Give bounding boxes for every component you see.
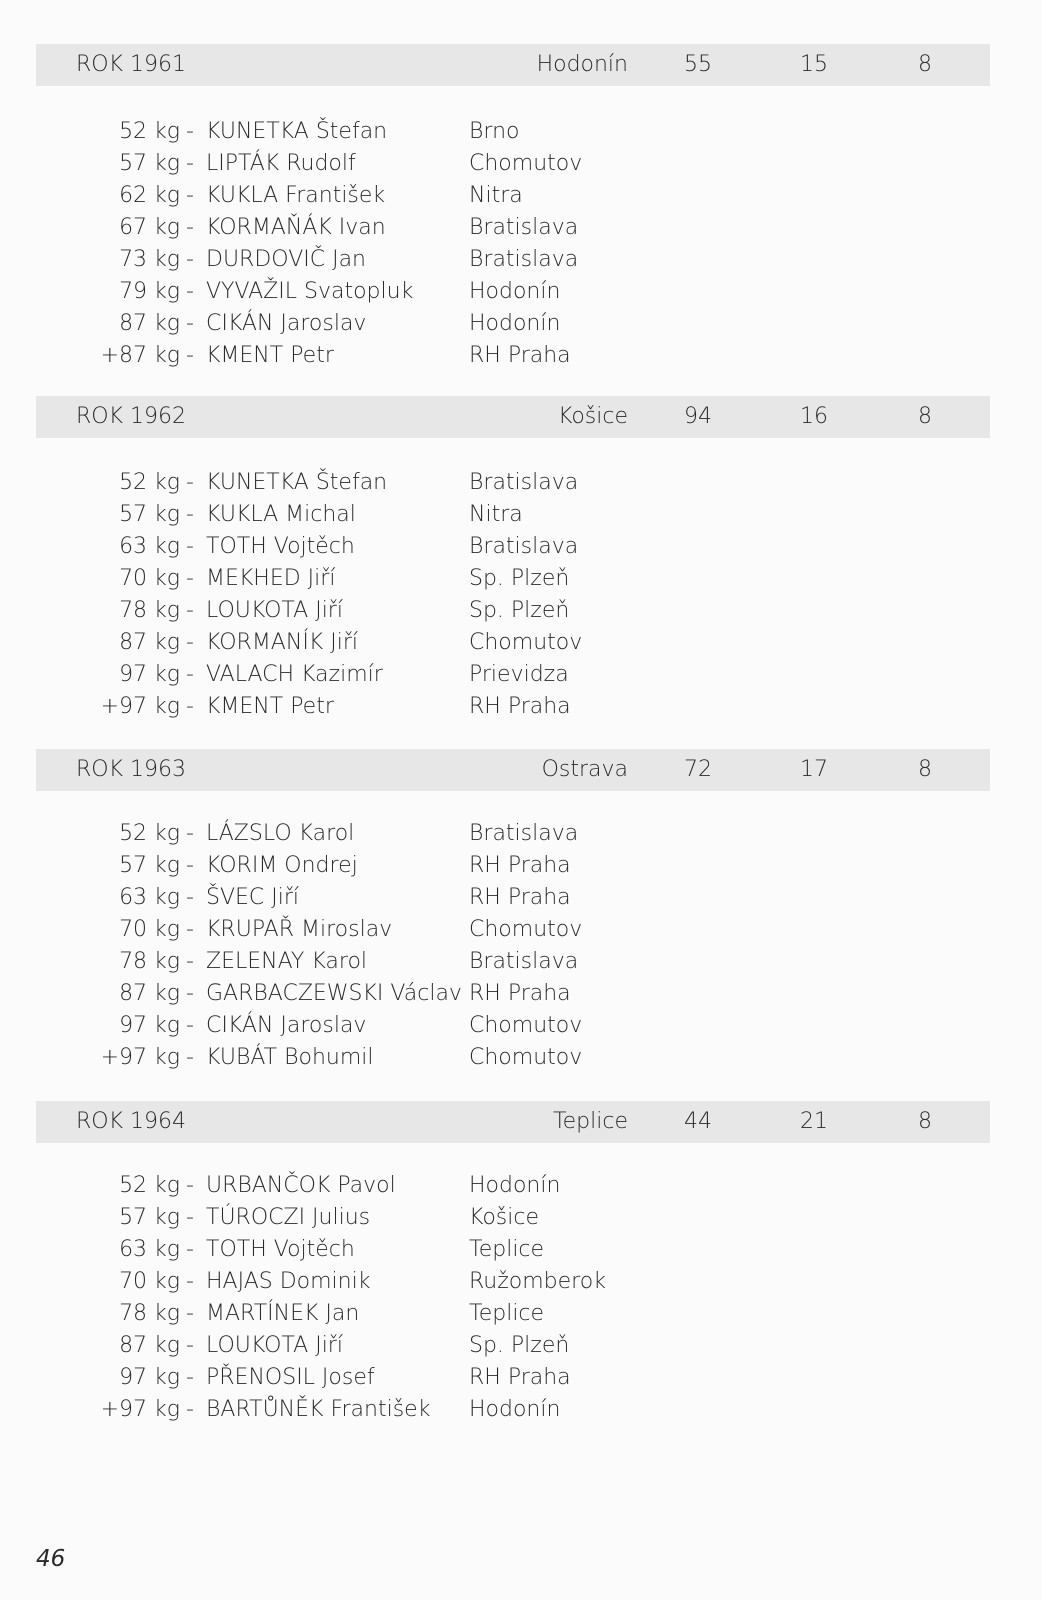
athlete-name: MARTÍNEK Jan [206, 1301, 360, 1326]
separator-dash: - [186, 1269, 194, 1294]
separator-dash: - [186, 215, 194, 240]
section-header [36, 749, 990, 791]
club-name: Prievidza [469, 662, 569, 687]
athlete-name: KUNETKA Štefan [206, 119, 388, 144]
separator-dash: - [186, 1045, 194, 1070]
athlete-name: KORMANÍK Jiří [206, 630, 358, 655]
athlete-name: URBANČOK Pavol [206, 1173, 396, 1198]
list-item [0, 627, 1042, 659]
club-name: Nitra [469, 183, 523, 208]
athlete-name: HAJAS Dominik [206, 1269, 371, 1294]
separator-dash: - [186, 949, 194, 974]
list-item [0, 148, 1042, 180]
weight-class: 87 kg [119, 1333, 180, 1358]
section-count-2: 15 [800, 52, 828, 77]
list-item [0, 1042, 1042, 1074]
list-item [0, 531, 1042, 563]
weight-class: 87 kg [119, 630, 180, 655]
athlete-name: TÚROCZI Julius [206, 1205, 371, 1230]
weight-class: 63 kg [119, 534, 180, 559]
club-name: Brno [469, 119, 520, 144]
athlete-name: KUNETKA Štefan [206, 470, 388, 495]
list-item [0, 850, 1042, 882]
weight-class: 52 kg [119, 470, 180, 495]
club-name: Hodonín [469, 1173, 561, 1198]
list-item [0, 914, 1042, 946]
separator-dash: - [186, 279, 194, 304]
weight-class: 52 kg [119, 821, 180, 846]
club-name: Hodonín [469, 311, 561, 336]
athlete-name: VALACH Kazimír [206, 662, 383, 687]
club-name: Chomutov [469, 1045, 583, 1070]
weight-class: 78 kg [119, 1301, 180, 1326]
section-count-1: 44 [684, 1109, 712, 1134]
separator-dash: - [186, 630, 194, 655]
separator-dash: - [186, 662, 194, 687]
separator-dash: - [186, 247, 194, 272]
athlete-name: BARTŮNĚK František [206, 1397, 431, 1422]
weight-class: 78 kg [119, 598, 180, 623]
athlete-name: KMENT Petr [206, 343, 334, 368]
athlete-name: GARBACZEWSKI Václav [206, 981, 462, 1006]
separator-dash: - [186, 151, 194, 176]
separator-dash: - [186, 1205, 194, 1230]
section-year: ROK 1964 [76, 1109, 187, 1134]
separator-dash: - [186, 566, 194, 591]
athlete-name: KUBÁT Bohumil [206, 1045, 374, 1070]
section-count-1: 94 [684, 404, 712, 429]
list-item [0, 818, 1042, 850]
weight-class: 70 kg [119, 1269, 180, 1294]
weight-class: 73 kg [119, 247, 180, 272]
weight-class: 52 kg [119, 1173, 180, 1198]
separator-dash: - [186, 1237, 194, 1262]
list-item [0, 691, 1042, 723]
weight-class: 97 kg [119, 662, 180, 687]
section-place: Ostrava [541, 757, 628, 782]
athlete-name: LOUKOTA Jiří [206, 598, 343, 623]
weight-class: 57 kg [119, 151, 180, 176]
club-name: Ružomberok [469, 1269, 606, 1294]
weight-class: 78 kg [119, 949, 180, 974]
section-count-2: 21 [800, 1109, 828, 1134]
separator-dash: - [186, 470, 194, 495]
athlete-name: VYVAŽIL Svatopluk [206, 279, 414, 304]
separator-dash: - [186, 598, 194, 623]
separator-dash: - [186, 853, 194, 878]
club-name: Chomutov [469, 630, 583, 655]
club-name: Bratislava [469, 470, 579, 495]
weight-class: 62 kg [119, 183, 180, 208]
section-header [36, 44, 990, 86]
section-place: Košice [558, 404, 628, 429]
weight-class: 87 kg [119, 311, 180, 336]
club-name: Košice [469, 1205, 539, 1230]
list-item [0, 1266, 1042, 1298]
athlete-name: CIKÁN Jaroslav [206, 311, 367, 336]
separator-dash: - [186, 821, 194, 846]
section-count-3: 8 [918, 1109, 932, 1134]
club-name: Hodonín [469, 1397, 561, 1422]
club-name: Nitra [469, 502, 523, 527]
club-name: Teplice [469, 1237, 545, 1262]
list-item [0, 946, 1042, 978]
list-item [0, 1394, 1042, 1426]
list-item [0, 563, 1042, 595]
weight-class: +97 kg [100, 1397, 180, 1422]
weight-class: 70 kg [119, 917, 180, 942]
list-item [0, 116, 1042, 148]
club-name: RH Praha [469, 981, 571, 1006]
list-item [0, 882, 1042, 914]
weight-class: 79 kg [119, 279, 180, 304]
club-name: Hodonín [469, 279, 561, 304]
separator-dash: - [186, 694, 194, 719]
club-name: RH Praha [469, 853, 571, 878]
list-item [0, 499, 1042, 531]
athlete-name: MEKHED Jiří [206, 566, 336, 591]
section-place: Teplice [552, 1109, 628, 1134]
weight-class: 57 kg [119, 502, 180, 527]
separator-dash: - [186, 981, 194, 1006]
weight-class: 63 kg [119, 885, 180, 910]
section-count-3: 8 [918, 757, 932, 782]
weight-class: +97 kg [100, 1045, 180, 1070]
separator-dash: - [186, 1013, 194, 1038]
section-year: ROK 1962 [76, 404, 187, 429]
separator-dash: - [186, 343, 194, 368]
list-item [0, 308, 1042, 340]
weight-class: 87 kg [119, 981, 180, 1006]
athlete-name: CIKÁN Jaroslav [206, 1013, 367, 1038]
club-name: RH Praha [469, 694, 571, 719]
list-item [0, 340, 1042, 372]
section-count-1: 72 [684, 757, 712, 782]
separator-dash: - [186, 885, 194, 910]
list-item [0, 180, 1042, 212]
list-item [0, 1330, 1042, 1362]
weight-class: 97 kg [119, 1365, 180, 1390]
weight-class: 63 kg [119, 1237, 180, 1262]
club-name: Bratislava [469, 534, 579, 559]
athlete-name: LÁZSLO Karol [206, 821, 355, 846]
athlete-name: ŠVEC Jiří [206, 885, 300, 910]
list-item [0, 659, 1042, 691]
weight-class: +87 kg [100, 343, 180, 368]
club-name: RH Praha [469, 343, 571, 368]
athlete-name: KMENT Petr [206, 694, 334, 719]
list-item [0, 1362, 1042, 1394]
separator-dash: - [186, 1333, 194, 1358]
club-name: Sp. Plzeň [469, 566, 570, 591]
separator-dash: - [186, 119, 194, 144]
athlete-name: KUKLA František [206, 183, 386, 208]
list-item [0, 244, 1042, 276]
separator-dash: - [186, 917, 194, 942]
separator-dash: - [186, 311, 194, 336]
separator-dash: - [186, 1365, 194, 1390]
athlete-name: LIPTÁK Rudolf [206, 151, 356, 176]
list-item [0, 1298, 1042, 1330]
section-count-2: 17 [800, 757, 828, 782]
section-header [36, 396, 990, 438]
athlete-name: PŘENOSIL Josef [206, 1365, 375, 1390]
separator-dash: - [186, 1173, 194, 1198]
athlete-name: DURDOVIČ Jan [206, 247, 367, 272]
club-name: Chomutov [469, 151, 583, 176]
athlete-name: KUKLA Michal [206, 502, 356, 527]
section-year: ROK 1963 [76, 757, 187, 782]
list-item [0, 467, 1042, 499]
list-item [0, 1234, 1042, 1266]
separator-dash: - [186, 534, 194, 559]
club-name: Bratislava [469, 821, 579, 846]
section-count-1: 55 [684, 52, 712, 77]
weight-class: 57 kg [119, 853, 180, 878]
club-name: Teplice [469, 1301, 545, 1326]
list-item [0, 1170, 1042, 1202]
list-item [0, 978, 1042, 1010]
section-place: Hodonín [536, 52, 628, 77]
athlete-name: KRUPAŘ Miroslav [206, 917, 393, 942]
list-item [0, 595, 1042, 627]
weight-class: 67 kg [119, 215, 180, 240]
weight-class: 97 kg [119, 1013, 180, 1038]
athlete-name: LOUKOTA Jiří [206, 1333, 343, 1358]
athlete-name: KORMAŇÁK Ivan [206, 215, 386, 240]
section-count-2: 16 [800, 404, 828, 429]
section-header [36, 1101, 990, 1143]
list-item [0, 212, 1042, 244]
list-item [0, 1202, 1042, 1234]
section-year: ROK 1961 [76, 52, 187, 77]
athlete-name: TOTH Vojtěch [206, 534, 355, 559]
club-name: Chomutov [469, 917, 583, 942]
list-item [0, 1010, 1042, 1042]
club-name: Sp. Plzeň [469, 598, 570, 623]
weight-class: 70 kg [119, 566, 180, 591]
club-name: RH Praha [469, 1365, 571, 1390]
club-name: Bratislava [469, 949, 579, 974]
weight-class: 57 kg [119, 1205, 180, 1230]
weight-class: 52 kg [119, 119, 180, 144]
list-item [0, 276, 1042, 308]
weight-class: +97 kg [100, 694, 180, 719]
separator-dash: - [186, 1397, 194, 1422]
page-number: 46 [36, 1546, 66, 1572]
separator-dash: - [186, 183, 194, 208]
club-name: Sp. Plzeň [469, 1333, 570, 1358]
section-count-3: 8 [918, 52, 932, 77]
section-count-3: 8 [918, 404, 932, 429]
club-name: Bratislava [469, 247, 579, 272]
separator-dash: - [186, 502, 194, 527]
club-name: Chomutov [469, 1013, 583, 1038]
club-name: RH Praha [469, 885, 571, 910]
athlete-name: KORIM Ondrej [206, 853, 358, 878]
separator-dash: - [186, 1301, 194, 1326]
athlete-name: ZELENAY Karol [206, 949, 368, 974]
athlete-name: TOTH Vojtěch [206, 1237, 355, 1262]
club-name: Bratislava [469, 215, 579, 240]
